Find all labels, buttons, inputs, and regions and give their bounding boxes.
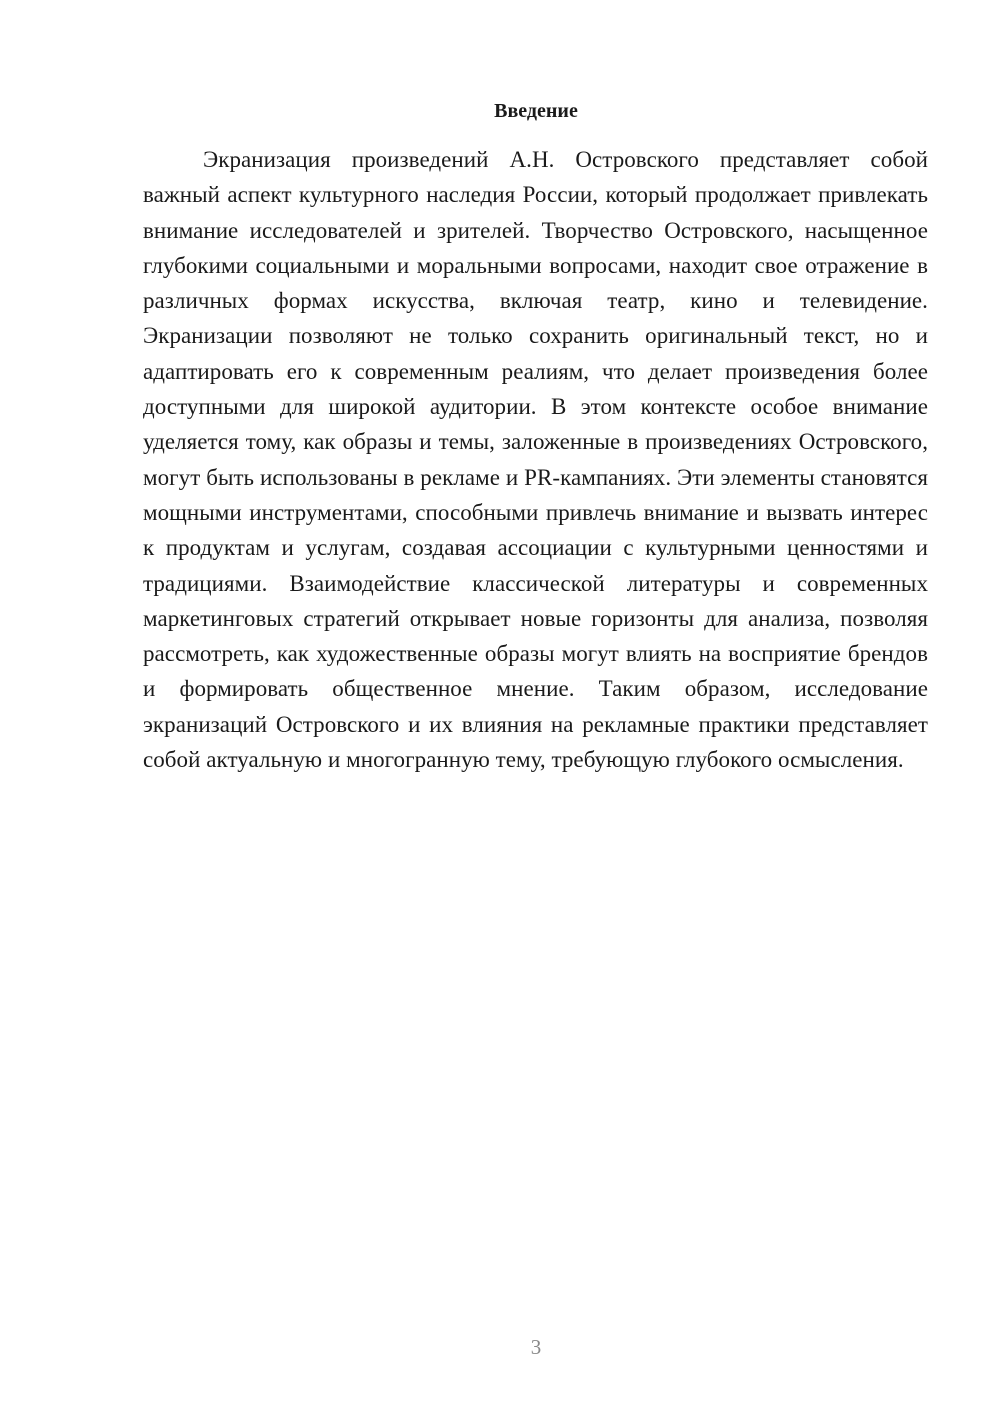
page-number: 3 bbox=[530, 1335, 542, 1359]
body-paragraph: Экранизация произведений А.Н. Островского представляет собой важный аспект культурного наследия России, который продолжает привлекать внимание исследователей и зрителей. Творчество Островского, насыщенное глубокими социальными и моральными вопросами, находит свое отражение в различных формах искусства, включая театр, кино и телевидение. Экранизации позволяют не только сохранить оригинальный текст, но и адаптировать его к современным реалиям, что делает произведения более доступными для широкой аудитории. В этом контексте особое внимание уделяется тому, как образы и темы, заложенные в произведениях Островского, могут быть использованы в рекламе и PR-кампаниях. Эти элементы становятся мощными инструментами, способными привлечь внимание и вызвать интерес к продуктам и услугам, создавая ассоциации с культурными ценностями и традициями. Взаимодействие классической литературы и современных маркетинговых стратегий открывает новые горизонты для анализа, позволяя рассмотреть, как художественные образы могут влиять на восприятие брендов и формировать общественное мнение. Таким образом, исследование экранизаций Островского и их влияния на рекламные практики представляет собой актуальную и многогранную тему, требующую глубокого осмысления. bbox=[143, 147, 928, 773]
section-heading: Введение bbox=[494, 100, 578, 122]
